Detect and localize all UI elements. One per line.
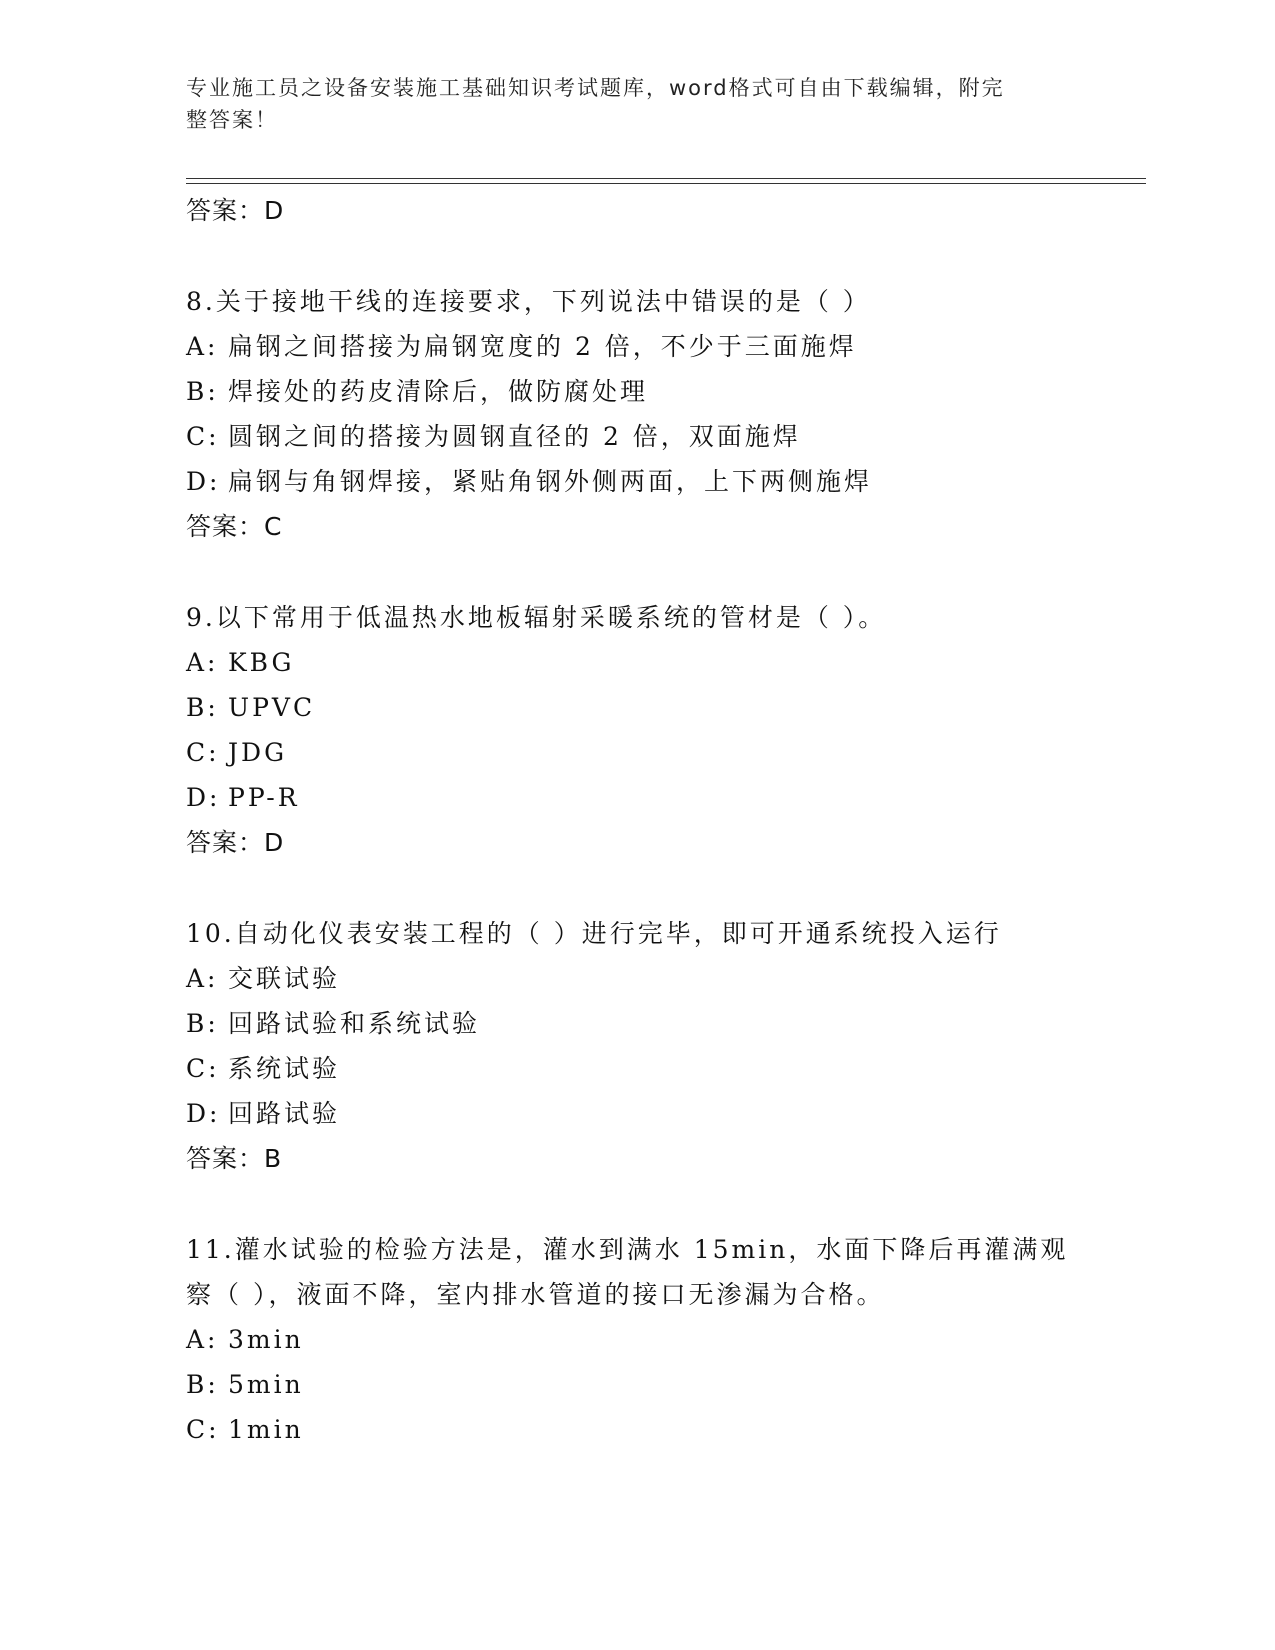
header-line-1: 专业施工员之设备安装施工基础知识考试题库，word格式可自由下载编辑，附完 (186, 76, 1005, 100)
question-block (186, 1227, 1086, 1452)
option-key: A: (186, 964, 219, 993)
answer-line: 答案：C (186, 512, 283, 541)
option-a (186, 324, 1086, 369)
option-key: B: (186, 377, 219, 406)
option-text: 圆钢之间的搭接为圆钢直径的 2 倍，双面施焊 (228, 422, 801, 451)
option-d (186, 775, 1086, 820)
option-text: 扁钢之间搭接为扁钢宽度的 2 倍，不少于三面施焊 (228, 332, 857, 361)
option-key: D: (186, 1099, 221, 1128)
document-body (186, 188, 1086, 1452)
question-text: 11.灌水试验的检验方法是，灌水到满水 15min，水面下降后再灌满观 (186, 1235, 1069, 1264)
option-text: 焊接处的药皮清除后，做防腐处理 (228, 377, 649, 406)
question-block (186, 279, 1086, 549)
option-a (186, 640, 1086, 685)
option-text: KBG (228, 648, 295, 677)
option-key: B: (186, 1009, 219, 1038)
option-text: 5min (228, 1370, 304, 1399)
option-c (186, 414, 1086, 459)
question-text: 9.以下常用于低温热水地板辐射采暖系统的管材是（ ）。 (186, 603, 887, 632)
answer-line: 答案：D (186, 196, 285, 225)
question-text: 8.关于接地干线的连接要求，下列说法中错误的是（ ） (186, 287, 871, 316)
option-b (186, 1001, 1086, 1046)
option-a (186, 956, 1086, 1001)
option-key: A: (186, 648, 219, 677)
option-a (186, 1317, 1086, 1362)
option-key: B: (186, 1370, 219, 1399)
option-text: 系统试验 (228, 1054, 341, 1083)
option-text: UPVC (228, 693, 316, 722)
option-key: B: (186, 693, 219, 722)
header-divider-bottom (186, 183, 1146, 184)
document-header (186, 72, 1066, 136)
option-c (186, 1046, 1086, 1091)
option-key: C: (186, 738, 220, 767)
option-text: PP-R (228, 783, 300, 812)
question-block (186, 595, 1086, 865)
option-text: JDG (228, 738, 288, 767)
option-key: A: (186, 1325, 219, 1354)
option-c (186, 1407, 1086, 1452)
option-text: 扁钢与角钢焊接，紧贴角钢外侧两面，上下两侧施焊 (228, 467, 873, 496)
header-line-2: 整答案！ (186, 108, 278, 132)
option-key: D: (186, 783, 221, 812)
option-b (186, 369, 1086, 414)
option-key: C: (186, 1054, 220, 1083)
option-d (186, 459, 1086, 504)
question-text-continued: 察（ ），液面不降，室内排水管道的接口无渗漏为合格。 (186, 1280, 885, 1309)
question-text: 10.自动化仪表安装工程的（ ）进行完毕，即可开通系统投入运行 (186, 919, 1002, 948)
question-block (186, 911, 1086, 1181)
option-text: 回路试验 (228, 1099, 341, 1128)
option-b (186, 1362, 1086, 1407)
answer-line: 答案：D (186, 828, 285, 857)
option-key: C: (186, 422, 220, 451)
answer-line: 答案：B (186, 1144, 283, 1173)
option-b (186, 685, 1086, 730)
option-key: C: (186, 1415, 220, 1444)
option-text: 交联试验 (228, 964, 341, 993)
header-divider-top (186, 178, 1146, 179)
option-text: 回路试验和系统试验 (228, 1009, 481, 1038)
option-key: A: (186, 332, 219, 361)
option-text: 3min (228, 1325, 304, 1354)
option-c (186, 730, 1086, 775)
option-text: 1min (228, 1415, 304, 1444)
option-d (186, 1091, 1086, 1136)
option-key: D: (186, 467, 221, 496)
